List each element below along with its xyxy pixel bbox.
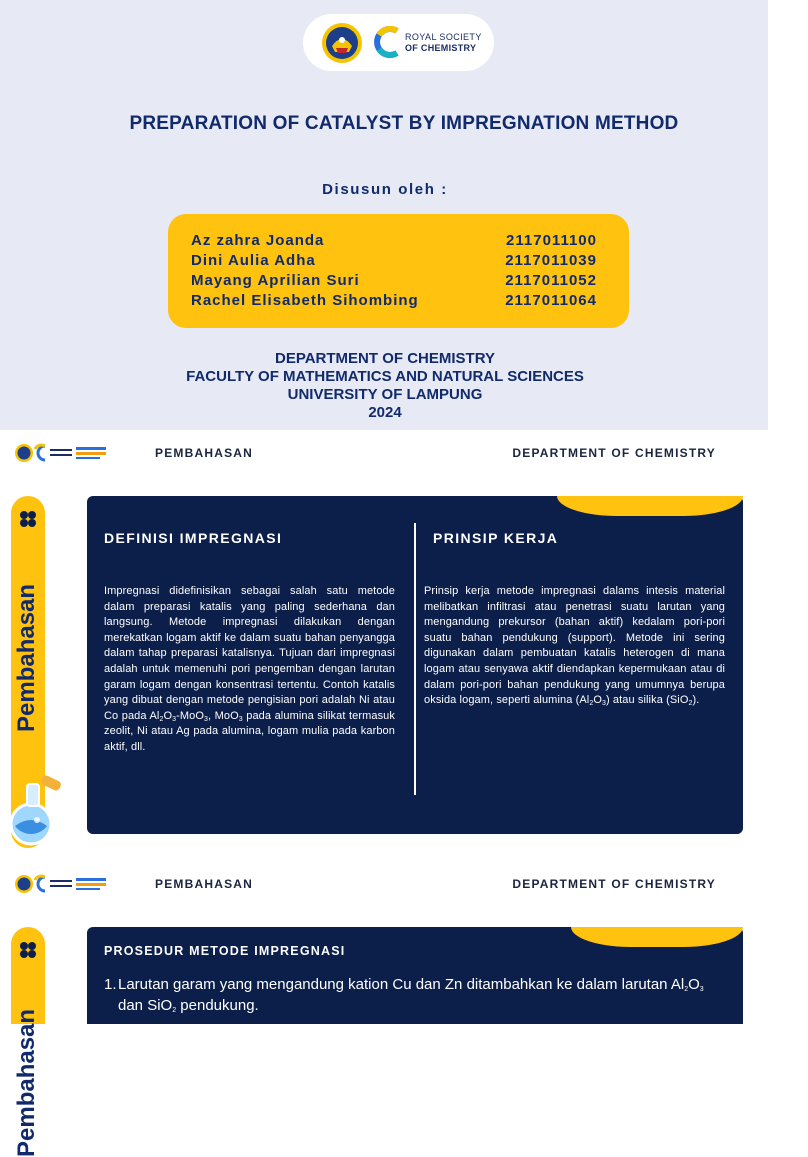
logo-pill (303, 14, 494, 71)
rsc-line2: OF CHEMISTRY (405, 43, 477, 53)
cover-slide (0, 0, 768, 430)
disusun-label: Disusun oleh : (322, 181, 448, 198)
cover-title: PREPARATION OF CATALYST BY IMPREGNATION METHOD (129, 113, 679, 134)
author-name: Dini Aulia Adha (191, 252, 316, 269)
list-text: Larutan garam yang mengandung kation Cu dan Zn ditambahkan ke dalam larutan $Al_2O_3$ dan SiO$_2$ pendukung. (118, 976, 704, 1014)
principle-text-mid: atau silika (612, 694, 663, 707)
list-text-mid: dan (118, 997, 144, 1014)
faculty-name: FACULTY OF MATHEMATICS AND NATURAL SCIENCES (186, 368, 584, 385)
principle-text-end: . (696, 694, 700, 707)
four-dots-icon (19, 941, 37, 959)
author-id: 2117011039 (505, 252, 597, 269)
definition-text-tail: pada alumina silikat termasuk zeolit, Ni atau Ag pada alumina, logam mulia pada karbon aktif, dll. (104, 709, 395, 753)
university-name: UNIVERSITY OF LAMPUNG (287, 386, 483, 403)
list-text-tail: pendukung. (180, 997, 259, 1014)
principle-title: PRINSIP KERJA (433, 530, 559, 546)
list-number: 1. (104, 976, 117, 993)
author-name: Rachel Elisabeth Sihombing (191, 292, 419, 309)
university-seal-icon (321, 22, 363, 64)
four-dots-icon (19, 510, 37, 528)
side-label: Pembahasan (13, 583, 40, 732)
rsc-wordmark (405, 32, 495, 54)
author-name: Az zahra Joanda (191, 232, 325, 249)
flask-icon (7, 776, 67, 848)
principle-text: Prinsip kerja metode impregnasi dalams intesis material melibatkan infiltrasi atau penetrasi suatu larutan yang mengandung prekursor (bahan aktif) kedalam pori-pori suatu bahan pendukung (support). Metode ini sering digunakan dalam pembuatan katalis heterogen di mana logam atau senyawa aktif diendapkan kepermukaan atau di dalam pori-pori bahan pendukung yang umumnya berupa oksida logam, seperti alumina (424, 585, 725, 707)
author-row (168, 232, 629, 252)
definition-body: Impregnasi didefinisikan sebagai salah satu metode dalam preparasi katalis yang paling sederhana dan langsung. Metode impregnasi dilakukan dengan merekatkan logam aktif ke dalam suatu bahan penyangga dalam tahap preparasi katalisnya. Tujuan dari impregnasi adalah untuk memenuhi pori pengemban dengan larutan garam logam dengan konsentrasi tertentu. Contoh katalis yang dibuat dengan metode pengisian pori adalah Ni atau Co pada $Al_2O_3-MoO_3$, MoO$_3$ pada alumina silikat termasuk zeolit, Ni atau Ag pada alumina, logam mulia pada karbon aktif, dll. (104, 585, 395, 753)
author-row (168, 272, 629, 292)
procedure-title: PROSEDUR METODE IMPREGNASI (104, 944, 346, 958)
header-section-label: PEMBAHASAN (155, 446, 254, 460)
list-text-main: Larutan garam yang mengandung kation Cu dan Zn ditambahkan ke dalam larutan (118, 976, 668, 993)
slide-header (0, 863, 768, 903)
rsc-logo-icon (373, 25, 403, 59)
definition-title: DEFINISI IMPREGNASI (104, 530, 283, 546)
partner-logos-icon (14, 873, 126, 895)
side-label-clip (11, 997, 45, 1157)
author-name: Mayang Aprilian Suri (191, 272, 360, 289)
header-section-label: PEMBAHASAN (155, 877, 254, 891)
author-row (168, 252, 629, 272)
author-id: 2117011064 (505, 292, 597, 309)
affiliation-block (0, 350, 770, 422)
author-id: 2117011100 (506, 232, 597, 249)
slide-header (0, 432, 768, 472)
partner-logos-icon (14, 442, 126, 464)
column-divider (414, 523, 416, 795)
panel-accent (557, 496, 743, 516)
side-tab (11, 927, 45, 1157)
author-row (168, 292, 629, 312)
year: 2024 (368, 404, 402, 421)
header-department-label: DEPARTMENT OF CHEMISTRY (512, 877, 716, 891)
department-name: DEPARTMENT OF CHEMISTRY (275, 350, 495, 367)
panel-accent (571, 927, 743, 947)
rsc-line1: ROYAL SOCIETY (405, 32, 482, 42)
definition-text: Impregnasi didefinisikan sebagai salah satu metode dalam preparasi katalis yang paling sederhana dan langsung. Metode impregnasi dilakukan dengan merekatkan logam aktif ke dalam suatu bahan penyangga dalam tahap preparasi katalisnya. Tujuan dari impregnasi adalah untuk memenuhi pori pengemban dengan larutan garam logam dengan konsentrasi tertentu. Contoh katalis yang dibuat dengan metode pengisian pori adalah Ni atau Co pada (104, 585, 395, 722)
author-id: 2117011052 (505, 272, 597, 289)
list-item (104, 974, 724, 1016)
authors-box (168, 214, 629, 328)
header-department-label: DEPARTMENT OF CHEMISTRY (512, 446, 716, 460)
principle-body: Prinsip kerja metode impregnasi dalams intesis material melibatkan infiltrasi atau penetrasi suatu larutan yang mengandung prekursor (bahan aktif) kedalam pori-pori suatu bahan pendukung (support). Metode ini sering digunakan dalam pembuatan katalis heterogen di mana logam atau senyawa aktif diendapkan kepermukaan atau di dalam pori-pori bahan pendukung yang umumnya berupa oksida logam, seperti alumina $(Al_2O_3)$ atau silika (SiO$_2$). (424, 585, 725, 708)
side-label: Pembahasan (13, 1008, 40, 1157)
side-tab (11, 496, 45, 848)
